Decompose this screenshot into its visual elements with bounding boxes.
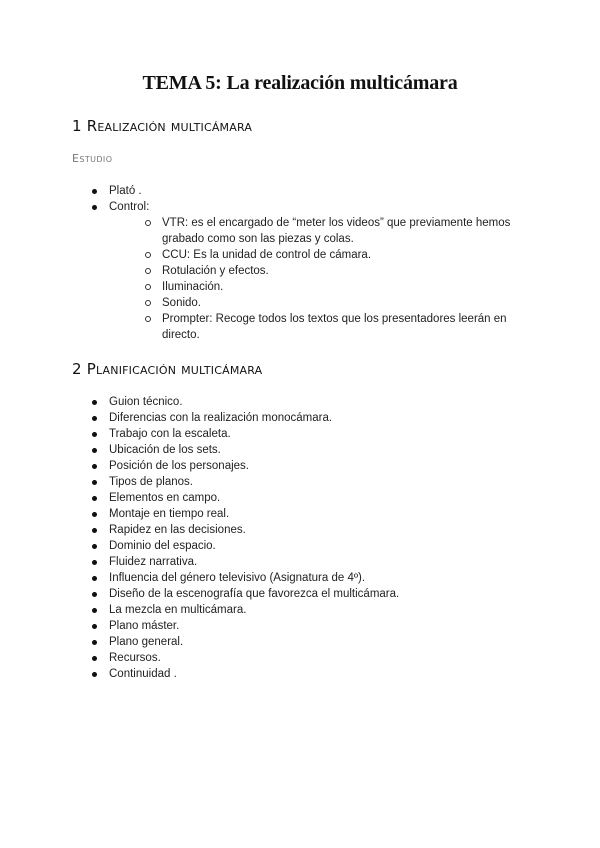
list-item: Dominio del espacio. xyxy=(92,538,532,554)
section2-list xyxy=(92,394,532,682)
list-item: Elementos en campo. xyxy=(92,490,532,506)
list-item: Diferencias con la realización monocámara. xyxy=(92,410,532,426)
subsection-heading-estudio: Estudio xyxy=(72,152,113,165)
section1-list xyxy=(92,183,532,343)
list-item: Ubicación de los sets. xyxy=(92,442,532,458)
section-heading-realizacion: 1 Realización multicámara xyxy=(72,117,253,135)
sublist-item: Prompter: Recoge todos los textos que los presentadores leerán en directo. xyxy=(145,311,532,343)
list-item: Influencia del género televisivo (Asignatura de 4º). xyxy=(92,570,532,586)
sublist-item: Rotulación y efectos. xyxy=(145,263,532,279)
sublist-item: CCU: Es la unidad de control de cámara. xyxy=(145,247,532,263)
list-item: Montaje en tiempo real. xyxy=(92,506,532,522)
list-item: La mezcla en multicámara. xyxy=(92,602,532,618)
list-item-label: Control: xyxy=(109,201,150,213)
list-item: Fluidez narrativa. xyxy=(92,554,532,570)
list-item: Guion técnico. xyxy=(92,394,532,410)
list-item: Diseño de la escenografía que favorezca el multicámara. xyxy=(92,586,532,602)
list-item: Plató . xyxy=(92,183,532,199)
list-item: Trabajo con la escaleta. xyxy=(92,426,532,442)
list-item: Continuidad . xyxy=(92,666,532,682)
section-heading-planificacion: 2 Planificación multicámara xyxy=(72,360,263,378)
control-sublist xyxy=(109,215,532,343)
list-item: Recursos. xyxy=(92,650,532,666)
sublist-item: Iluminación. xyxy=(145,279,532,295)
sublist-item: Sonido. xyxy=(145,295,532,311)
list-item: Tipos de planos. xyxy=(92,474,532,490)
document-title: TEMA 5: La realización multicámara xyxy=(142,72,458,94)
list-item xyxy=(92,199,532,343)
sublist-item: VTR: es el encargado de “meter los videos” que previamente hemos grabado como son las piezas y colas. xyxy=(145,215,532,247)
list-item: Plano general. xyxy=(92,634,532,650)
list-item: Posición de los personajes. xyxy=(92,458,532,474)
list-item: Rapidez en las decisiones. xyxy=(92,522,532,538)
list-item: Plano máster. xyxy=(92,618,532,634)
